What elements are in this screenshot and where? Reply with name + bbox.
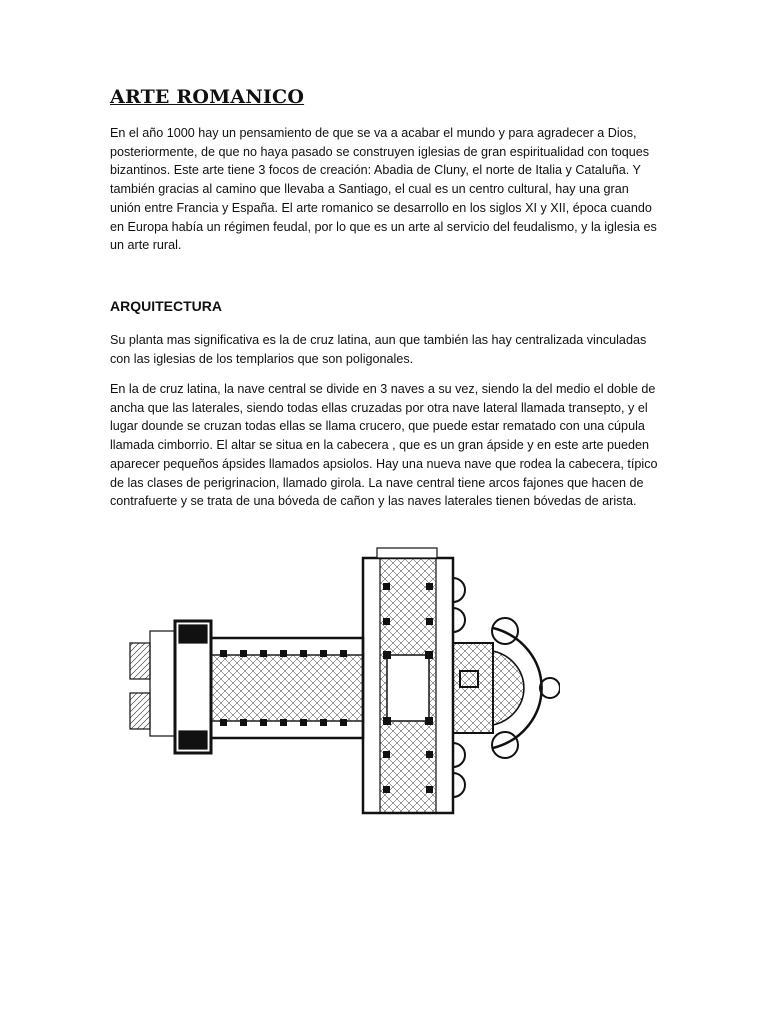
plan-paragraph: Su planta mas significativa es la de cruz latina, aun que también las hay centralizada vinculadas con las iglesias de los templarios que son poligonales. [110, 333, 647, 366]
church-floor-plan [125, 543, 560, 828]
document-title: ARTE ROMANICO [110, 86, 305, 108]
latin-cross-paragraph: En la de cruz latina, la nave central se divide en 3 naves a su vez, siendo la del medio el doble de ancha que las laterales, siendo todas ellas cruzadas por otra nave lateral llamada transepto, y el lugar dounde se cruzan todas ellas se llama crucero, que puede estar rematado con una cúpula llamada cimborrio. El altar se situa en la cabecera , que es un gran ápside y en este arte pueden aparecer pequeños ápsides llamados apsiolos. Hay una nueva nave que rodea la cabecera, típico de las clases de perigrinacion, llamado girola. La nave central tiene arcos fajones que hacen de contrafuerte y se trata de una bóveda de cañon y las naves laterales tienen bóvedas de arista. [110, 382, 658, 509]
section-heading: ARQUITECTURA [110, 298, 222, 314]
intro-paragraph: En el año 1000 hay un pensamiento de que se va a acabar el mundo y para agradecer a Dios, posteriormente, de que no haya pasado se construyen iglesias de gran espiritualidad con toques bizantinos. Este arte tiene 3 focos de creación: Abadia de Cluny, el norte de Italia y Cataluña. Y también gracias al camino que llevaba a Santiago, el cual es un centro cultural, hay una gran unión entre Francia y España. El arte romanico se desarrollo en los siglos XI y XII, época cuando en Europa había un régimen feudal, por lo que es un arte al servicio del feudalismo, y la iglesia es un arte rural. [110, 126, 657, 253]
